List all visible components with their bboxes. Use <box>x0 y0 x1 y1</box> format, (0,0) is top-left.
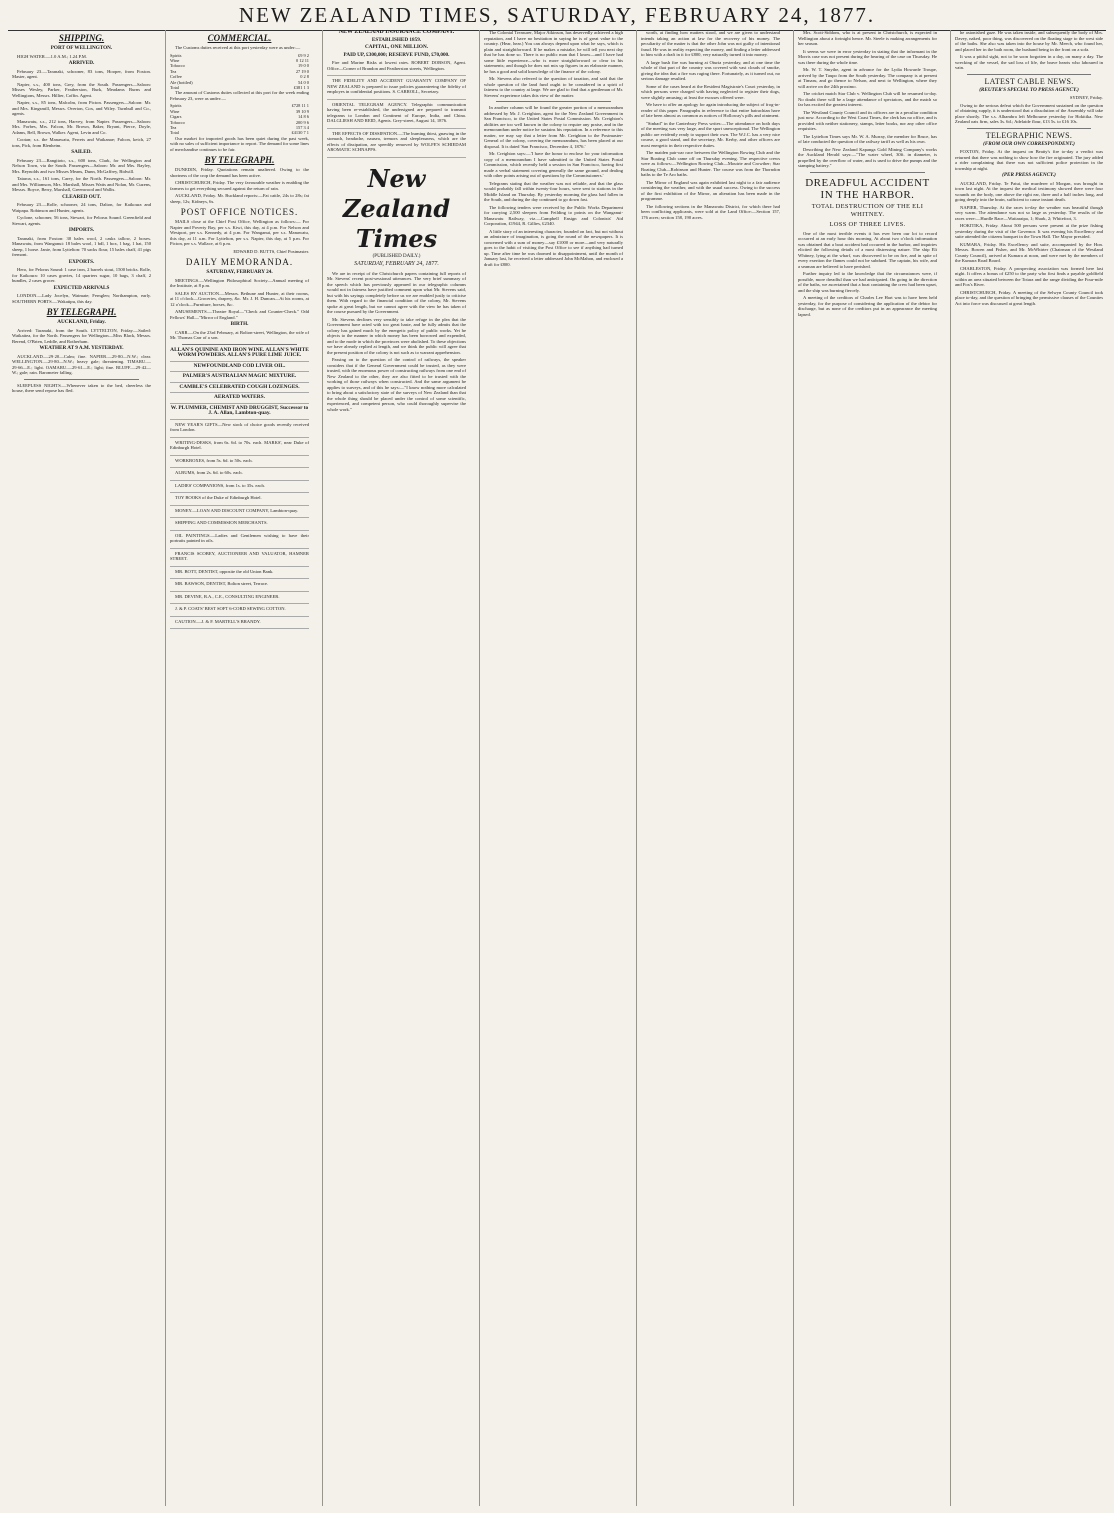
divider <box>182 344 297 345</box>
column-shipping <box>8 30 155 1506</box>
telegraph-heading: BY TELEGRAPH. <box>204 155 275 166</box>
advertisement <box>170 533 309 549</box>
accident-paragraph: he astonished gaze. He was taken inside, and subsequently the body of Mrs. Davey, naked, poor thing, was discovered on the floating stage to the west side of the baths. She also was taken into the house by Mr. Meech, who found her, and placed her in the bath room, the husband being in the front on a sofa. <box>955 30 1103 52</box>
news-paragraph: The cricket match Star Club v. Wellington Club will be resumed to-day. No doubt there will be a large attendance of spectators, and the match so far has excited the greatest interest. <box>798 91 937 107</box>
news-paragraph: Describing the New Zealand Kapanga Gold Mining Company's works the Auckland Herald says:—"The water wheel, 30ft. in diameter, is propelled by the overflow of water, and is used to drive the pumps and the stamping battery." <box>798 146 937 168</box>
postmaster-signature: EDWARD D. BUTTS, Chief Postmaster. <box>233 248 309 254</box>
news-paragraph: A large bush fire was burning at Oturia yesterday, and at one time the whole of that part of the country was covered with vast clouds of smoke, giving the idea that a fire was raging there. Fortunately, as it turned out, no serious damage resulted. <box>641 59 780 81</box>
ad-text: WRITING-DESKS, from 6s. 6d. to 70s. each. MARKS', near Duke of Edinburgh Hotel. <box>170 439 309 451</box>
advertisement <box>170 508 309 519</box>
table-cell: 14 8 6 <box>298 114 309 120</box>
table-cell: 39 10 9 <box>295 108 309 114</box>
article-paragraph: The following tenders were received by the Public Works Department for carrying 2,500 sleepers from Feilding to points on the Wanganui-Manawatu Railway, viz.—Campbell Ensign and Colonists' Aid Corporation, £1944, R. Gillies, £2340. <box>484 204 623 226</box>
news-paragraph: We have to offer an apology for again introducing the subject of frog-in-reader of this paper. Paragraphs in reference to that entire batrachian have of late been almost as common as notices of Holloway's pills and ointment. <box>641 102 780 118</box>
expected-heading: EXPECTED ARRIVALS <box>53 284 110 291</box>
weekly-intro: The amount of Customs duties collected at this port for the week ending February 23, were as under:— <box>170 90 309 101</box>
ad-text: MR. BOTT, DENTIST, opposite the old Union Bank. <box>175 568 274 574</box>
table-cell: £381 1 3 <box>293 84 309 90</box>
schnapps-ad <box>327 131 466 158</box>
table-cell: Tea <box>170 124 177 130</box>
imports-text: Taranaki, from Foxton: 30 bales wool, 2 casks tallow, 2 boxes. Manawatu, from Wanganui: 18 bales wool, 1 bdl, 1 box, 1 bag, 1 hat, 150 sheep, 1 horse. Janie, from Lyttelton: 70 sacks flour, 15 bales chaff, 41 pigs fremont. <box>12 235 151 257</box>
closing-ad: SLEEPLESS NIGHTS.—Whenever taken to the bed, cheerless the house, there send repose has fled. <box>12 382 151 393</box>
advertisement <box>170 458 309 469</box>
table-cell: Coffee <box>170 74 182 80</box>
table-cell: Wine <box>170 108 180 114</box>
arrival-entry: Manawatu, s.s., 212 tons, Harvey, from Napier. Passengers—Saloon: Mrs. Forbes, Mrs. Falcon, Mr. Brown, Baker, Bryant, Pierce, Doyle, Adams, Bell, Brown, Walker. Agent, Levin and Co. <box>12 118 151 135</box>
divider <box>967 74 1091 75</box>
column-telegraphic <box>950 30 1107 1506</box>
telegraph-paragraph: CHARLESTON, Friday. A prospecting association was formed here last night. It offers a bonus of £250 to the party who first finds a payable goldfield within an area situated between the Totara and the range dividing the Four-mile and Fox's River. <box>955 265 1103 287</box>
ad-text: TOY BOOKS of the Duke of Edinburgh Hotel. <box>175 495 262 501</box>
divider <box>496 101 611 102</box>
amusements-text: AMUSEMENTS.—Theatre Royal—"Check and Counter-Check." Odd Fellows' Hall—"Mirror of England." <box>170 309 309 320</box>
cable-news-subheading: (REUTER'S SPECIAL TO PRESS AGENCY.) <box>979 86 1079 93</box>
telegraph-paragraph: KUMARA, Friday. His Excellency and suite, accompanied by the Hon. Messrs. Bowen and Fisher, and Mr. McWhirter (Chairman of the Westland County Council), arrived at Kumara at noon, and were met by the members of the Kumara Road Board. <box>955 241 1103 263</box>
insurance-title: NEW ZEALAND INSURANCE COMPANY. <box>338 30 455 35</box>
leader-date: SATURDAY, FEBRUARY 24, 1877. <box>354 261 439 267</box>
telegram-agency-ad <box>327 102 466 129</box>
masthead <box>0 0 1114 30</box>
accident-paragraph: It was a pitiful sight, not to be soon forgotten in a day, on many a day. The wrecking of the vessel, the sad loss of life, the brave hearts who laboured in vain. <box>955 54 1103 70</box>
advertisement <box>170 422 309 438</box>
ad-text: W. PLUMMER, CHEMIST AND DRUGGIST, Successor to J. A. Allan, Lambton-quay. <box>170 404 309 417</box>
shipping-heading: SHIPPING. <box>58 33 105 43</box>
meetings-text: MEETINGS.—Wellington Philosophical Society—Annual meeting of the Institute, at 8 p.m. <box>170 277 309 289</box>
table-cell: 0 12 11 <box>295 57 309 63</box>
table-cell: £9 9 2 <box>298 52 309 58</box>
page <box>8 30 1106 1506</box>
telegraph-city: AUCKLAND, Friday. <box>57 319 106 325</box>
insurance-capital: CAPITAL, ONE MILLION. <box>364 44 429 50</box>
ad-text: AERATED WATERS. <box>214 394 265 401</box>
column-commercial <box>165 30 313 1506</box>
table-cell: 27 19 0 <box>295 68 309 74</box>
news-paragraph: The following sections in the Manawatu District, for which there had been conflicting applicants, were sold at the Land Office:—Section 157, 176 acres; section 158, 190 acres. <box>641 203 780 220</box>
sales-text: SALES BY AUCTION.—Messrs. Bethune and Hunter, at their rooms, at 11 o'clock—Groceries, drapery, &c. Mr. J. H. Duncan—At his rooms, at 12 o'clock—Furniture, horses, &c. <box>170 290 309 307</box>
advertisement <box>170 594 309 605</box>
accident-subheadline: TOTAL DESTRUCTION OF THE ELI WHITNEY. <box>811 202 924 218</box>
table-cell: Ale (bottled) <box>170 79 193 85</box>
post-office-text: MAILS close at the Chief Post Office, Wellington as follows:— For Napier and Poverty Bay, per s.s. Kiwi, this day, at 4 p.m. For Nelson and Westport, per s.s. Kennedy, at 4 p.m. For Wanganui, per s.s. Manawatu, this day, at 11 a.m. For Lyttelton, per s.s. Napier, this day, at 5 p.m. For Picton, per s.s. Wallace, at 6 p.m. <box>170 219 309 247</box>
column-leader <box>322 30 470 1506</box>
article-paragraph: Mr. Stevens also referred to the question of taxation, and said that the whole question of the land fund ought to be considered in a spirit of fairness to the country at large. We are glad to find that a gentleman of Mr. Stevens' experience takes this view of the matter. <box>484 76 623 98</box>
ad-text: LADIES' COMPANIONS, from 1s. to 35s. each. <box>175 482 265 488</box>
auckland-market: AUCKLAND, Friday. Mr. Buckland reports:—Fat cattle, 24s to 28s; fat sheep, 12s; Kidneys, 6s. <box>170 193 309 204</box>
memoranda-date: SATURDAY, FEBRUARY 24. <box>206 269 273 276</box>
advertisement <box>170 440 309 456</box>
divider <box>24 379 139 380</box>
news-paragraph: Some of the cases heard at the Resident Magistrate's Court yesterday, in which persons were charged with having neglected to register their dogs, were slightly amusing; at least the excuses offered were. <box>641 83 780 100</box>
ad-text: MR. BAWSON, DENTIST, Bolton street, Terrace. <box>175 581 269 587</box>
divider <box>810 172 925 173</box>
birth-notice: CARR.—On the 23rd February, at Bolton-street, Wellington, the wife of Mr. Thomas Carr of a son. <box>170 329 309 341</box>
weather-text: AUCKLAND.—29·20—Calm; fine. NAPIER.—29·80—N.W.; clear. WELLINGTON.—29·80—N.W.; heavy gale; threatening. TIMARU.—29·66—E.; light. OAMARU.—29·61—E.; light; fine. BLUFF.—29·42—W.; gale; rain. Barometer falling. <box>12 353 151 375</box>
table-cell: £728 11 1 <box>291 103 309 109</box>
imports-heading: IMPORTS. <box>68 227 95 233</box>
ad-text: CAMBLE'S CELEBRATED COUGH LOZENGES. <box>179 383 300 390</box>
sailed-entry: Taiaroa, s.s., 161 tons, Carey, for the North. Passengers—Saloon: Mr. and Mrs. Williamson, Mrs. Marshall, Misses Watts and Nolan, Mr. Cuzens, Messrs. Boyce, Berry, Marshall, Greenwood and Wallis. <box>12 176 151 192</box>
ad-text: SHIPPING AND COMMISSION MERCHANTS. <box>175 520 268 526</box>
news-paragraph: Mr. W. T. Smythe, agent in advance for the Lydia Howarde Troupe, arrived by the Taupo from the South yesterday. The company is at present at Timaru, and go thence to Nelson, and next to Wellington, where they will arrive on the 24th proximo. <box>798 67 937 89</box>
port-heading: PORT OF WELLINGTON. <box>50 45 113 51</box>
table-cell: Spirits <box>170 103 182 109</box>
table-cell: 19 0 0 <box>298 63 309 69</box>
insurance-established: ESTABLISHED 1859. <box>371 36 422 43</box>
ad-text: THE FIDELITY AND ACCIDENT GUARANTY COMPANY OF NEW ZEALAND is prepared to issue policies guaranteeing the fidelity of employes in confidential positions. S. CARROLL, Secretary. <box>327 78 466 94</box>
memoranda-heading: DAILY MEMORANDA. <box>185 257 294 268</box>
table-cell: Spirits <box>170 52 182 58</box>
telegraph-paragraph: HOKITIKA, Friday. About 500 persons were present at the prize fishing yesterday during the visit of the Governor. It was evening his Excellency and suite attended the citizens banquet in the Town Hall. The Mayor presided. <box>955 223 1103 239</box>
advertisement <box>170 619 309 630</box>
table-cell: 157 3 4 <box>295 124 309 130</box>
telegraph-paragraph: CHRISTCHURCH, Friday. A meeting of the Selwyn County Council took place to-day, and the question of bringing the permissive clauses of the Counties Act into force was discussed at great length. <box>955 289 1103 306</box>
ad-text: NEW YEAR'S GIFTS—New stock of choice goods recently received from London. <box>170 421 309 433</box>
table-cell: Tobacco <box>170 63 185 69</box>
sailed-entry: February 23.—Rangitoto, s.s., 600 tons, Clark, for Wellington and Nelson Town, via the South. Passengers—Saloon: Mr. and Mrs. Bayley, Mrs. Reynolds and two Misses Means, Dunn, McGaffrey, Bidwill. <box>12 157 151 174</box>
arrival-entry: Napier, s.s., 400 tons, Grey, from the South. Passengers—Saloon: Misses Wesley, Parker, Featherston, Burk, Meadams Burns and Wellingtons, Messrs. Hillier, Coffin. Agent. <box>12 81 151 98</box>
advertisement <box>170 606 309 617</box>
ad-text: ORIENTAL TELEGRAM AGENCY. Telegraphic communication having been re-established, the undersigned are prepared to transmit telegrams to London and Continent of Europe, India, and China. DALGLIESH AND REID, Agents. Grey-street, August 14, 1876. <box>327 101 466 123</box>
advertisement <box>170 470 309 481</box>
arrival-entry: Cootan; s.s. the Manawatu, Ferrets and Waikanae; Falcon, ketch, 27 tons, Pick, from Blenheim. <box>12 137 151 148</box>
birth-heading: BIRTH. <box>230 321 249 328</box>
table-cell: Wine <box>170 57 180 63</box>
accident-loss-headline: LOSS OF THREE LIVES. <box>829 220 906 228</box>
telegraphic-heading: TELEGRAPHIC NEWS. <box>985 130 1073 140</box>
commercial-heading: COMMERCIAL. <box>207 33 272 43</box>
article-paragraph: A little story of an interesting character, founded on fact, but not without an admixture of imagination, is going the round of the newspapers. It is concerned with a sum of money—say £1000 or more—and very naturally goes to the habit of visiting the Post Office to see if anything had turned up. Time after time he was doomed to disappointment, until the month of January last, he received a letter addressed John McMahon, and enclosed a draft for £800. <box>484 228 623 267</box>
accident-paragraph: Further inquiry led to the knowledge that the circumstances were, if possible, more dreadful than we had anticipated. On going in the direction of the baths, we ascertained that a boat containing the crew had been upset, and the ship was burning fiercely. <box>798 271 937 293</box>
advertisement <box>170 374 309 383</box>
paper-nameplate: New Zealand Times <box>342 163 451 253</box>
telegraph-text: Arrived: Taranaki, from the South. LYTTELTON, Friday.—Sailed: Waikaitea, for the North. Passengers for Wellington—Miss Black, Messrs. Berend, O'Brien, Leddle, and Rotherham. <box>12 327 151 344</box>
christchurch-market: CHRISTCHURCH, Friday. The very favourable weather is enabling the farmers to get everything secured against the return of rain. <box>170 180 309 191</box>
ad-text: MR. DEVINE, B.A., C.E., CONSULTING ENGINEER. <box>175 593 280 599</box>
advertisement <box>170 520 309 531</box>
ad-text: FRANCIS SCOBEY, AUCTIONEER AND VALUATOR, HAMNER STREET. <box>170 550 309 562</box>
newspaper-title: NEW ZEALAND TIMES, SATURDAY, FEBRUARY 24, 1877. <box>238 3 876 27</box>
column-local-news <box>636 30 784 1506</box>
exports-heading: EXPORTS. <box>68 258 95 265</box>
article-paragraph: In another column will be found the greater portion of a memorandum addressed by Mr. J. Creighton, agent for the New Zealand Government in San Francisco, to the United States Postal Commission. Mr. Creighton's abilities are too well known in the colony to require any praise, and in the memorandum under notice he sustains his reputation. In a reference to this matter, we may say that a letter from Mr. Creighton to the Postmaster-General of the colony, covering the memorandum, has been placed at our disposal. It is dated 'San Francisco, December 4, 1876.' <box>484 105 623 149</box>
telegraphic-subheading: (FROM OUR OWN CORRESPONDENT.) <box>983 140 1075 147</box>
accident-paragraph: One of the most terrible events it has ever been our lot to record occurred at an early hour this morning. At about two o'clock information was obtained that a boat accident had occurred in the harbor, and inquiries elicited the following details of a most distressing nature. The ship Eli Whitney, lying at the wharf, was discovered to be on fire, and in spite of every exertion the flames could not be subdued. The captain, his wife, and a seaman are believed to have perished. <box>798 230 937 269</box>
weather-heading: WEATHER AT 9 A.M. YESTERDAY. <box>39 345 124 351</box>
arrived-heading: ARRIVED. <box>68 60 95 66</box>
news-paragraph: The Lyttelton Times says Mr. W. A. Murray, the member for Bruce, has of late conducted the question of the railway tariff as well as his own. <box>798 133 937 144</box>
ad-text: J. & P. COATS' BEST SOFT 6-CORD SEWING COTTON. <box>175 606 286 612</box>
insurance-ad <box>327 30 466 76</box>
news-paragraph: Mrs. Scott-Siddons, who is at present in Christchurch, is expected in Wellington about a fortnight hence. Mr. Steele is making arrangements for her season. <box>798 30 937 46</box>
article-paragraph: The Colonial Treasurer, Major Atkinson, has deservedly achieved a high reputation, and I have no hesitation in saying he is of great value to the country. (Hear, hear.) You can always depend upon what he says, which is plain and straightforward. If he makes a mistake, he will tell you next day that he has done so. There is no public man that I know—and I have had some little experience—who is more straightforward or clear in his statements; and though he does not mix up figures in an elaborate manner, he has a good and solid knowledge of the finance of the colony. <box>484 30 623 74</box>
dunedin-market: DUNEDIN, Friday. Quotations remain unaltered. Owing to the shortness of the crop the demand has been active. <box>170 167 309 178</box>
news-paragraph: The Westland County Council and its officers are in a peculiar condition just now. According to the West Coast Times, the clerk has no office, and is provided with neither stationery, stamps, letter books, nor any other office requisites. <box>798 109 937 131</box>
leader-paragraph: Passing on to the question of the control of railways, the speaker considers that if the General Government could be trusted, as they were trusted, with the enormous power of constructing railways from one end of New Zealand to the other, they are also fitted to be trusted with the working of those railways when constructed. And the same argument he applies to surveys, and of this he says:—"I know nothing more calculated to bring about a satisfactory state of the surveys of New Zealand than that the whole thing should be placed under the control of some scientific, experienced, and competent person, who could thoroughly supervise the whole work." <box>327 357 466 412</box>
telegraph-paragraph: NAPIER, Thursday. At the races to-day the weather was beautiful though very warm. The attendance was not so large as yesterday. The results of the races were:—Hurdle Race—Waitaraipa, 1; Shark, 2; Whitefoot, 3. <box>955 204 1103 221</box>
cleared-heading: CLEARED OUT. <box>62 193 101 200</box>
accident-headline: DREADFUL ACCIDENT IN THE HARBOR. <box>805 176 930 201</box>
arrival-entry: February 23.—Taranaki, schooner, 83 tons, Hooper, from Foxton. Master, agent. <box>12 68 151 79</box>
news-paragraph: The Mirror of England was again exhibited last night to a fair audience considering the weather, and with the usual success. Owing to the success of the first exhibition of the Mirror, an alteration has been made in the programme. <box>641 179 780 201</box>
ad-text: WORKBOXES, from 5s. 6d. to 50s. each. <box>175 457 253 463</box>
table-cell: Total <box>170 130 179 136</box>
ad-text: OIL PAINTINGS.—Ladies and Gentlemen wishing to have their portraits painted in oils. <box>170 532 309 544</box>
news-paragraph: worth, at finding how matters stood, and we are given to understand intends taking an action at law for the recovery of his money. The peculiarity of the matter is that the other John was not guilty of intentional fraud. He was in reality expecting the money, and finding a letter addressed to him with a draft in it for £800, very naturally turned it into money. <box>641 30 780 57</box>
expected-text: LONDON.—Lady Jocelyn, Waimate; Fernglen; Northampton, early. SOUTHERN PORTS.—Wakatipu, this day. <box>12 293 151 304</box>
advertisement <box>170 495 309 506</box>
insurance-paid-up: PAID UP, £300,000; RESERVE FUND, £70,000. <box>343 51 450 58</box>
telegraph-paragraph: FOXTON, Friday. At the inquest on Beatty's fire to-day a verdict was returned that there was nothing to show how the fire originated. The jury added a rider complaining that there was not sufficient police protection in the township at night. <box>955 149 1103 171</box>
leader-paragraph: We are in receipt of the Christchurch papers containing full reports of Mr. Stevens' recent post-sessional utterances. The very brief summary of the speech which has previously appeared in our telegraphic columns would not in fairness have justified comment upon what Mr. Stevens said, but with his sayings completely before us we are enabled justly to criticise them. With regard to the financial condition of the colony, Mr. Stevens spoke at great length, but we cannot agree with the view he has taken of the course pursued by the Government. <box>327 270 466 314</box>
ad-text: ALLAN'S QUININE AND IRON WINE. ALLAN'S WHITE WORM POWDERS. ALLAN'S PURE LIME JUICE. <box>170 346 309 359</box>
advertisement <box>170 395 309 404</box>
advertisement <box>170 483 309 494</box>
telegraph-heading: BY TELEGRAPH. <box>46 307 117 317</box>
customs-table <box>170 53 309 91</box>
advertisement <box>170 581 309 592</box>
divider <box>967 128 1091 129</box>
ad-text: MONEY.—LOAN AND DISCOUNT COMPANY, Lambton-quay. <box>175 507 299 513</box>
article-paragraph: Telegrams stating that the weather was not reliable, and that the glass would probably fall within twenty-four hours, were sent to stations in the Middle Island on Thursday. By yesterday morning the glass had fallen in the South, and during the day continued to go down fast. <box>484 180 623 202</box>
ad-text: THE EFFECTS OF DISSIPATION.—The burning thirst, gnawing in the stomach, headache, nausea, tremors and sleeplessness, which are the effects of dissipation, are speedily removed by WOLFE'S SCHIEDAM AROMATIC SCHNAPPS. <box>327 130 466 152</box>
leader-paragraph: Mr. Stevens declines very sensibly to take refuge in the plea that the Government have acted with too great haste, and he fully admits that the colony has gained much by the energetic policy of public works. Yet he objects to the manner in which money has been borrowed and expended, and to the mode in which the provinces were abolished. To these objections we have already replied at length, and we think the public will agree that the present position of the colony is not such as to warrant apprehension. <box>327 316 466 355</box>
cleared-entry: February 23.—Rolle, schooner, 24 tons, Dalton, for Kaikoura and Waipapa. Robinson and Hunter, agents. <box>12 202 151 213</box>
advertisement <box>170 551 309 567</box>
news-paragraph: The maiden pair-oar race between the Wellington Rowing Club and the Star Boating Club came off on Thursday evening. The respective crews were as follows:—Wellington Rowing Club—Moutrie and Crowther; Star Boating Club—Robinson and Hunter. The course was from the Thorndon baths to the Te Aro baths. <box>641 150 780 177</box>
table-cell: Cigars <box>170 114 182 120</box>
advertisement <box>170 569 309 580</box>
cable-news-heading: LATEST CABLE NEWS. <box>984 76 1074 86</box>
ad-text: CAUTION.—J. & F. MARTELL'S BRANDY. <box>175 618 261 624</box>
cleared-entry: Cyclone, schooner, 56 tons, Stewart, for Pelorus Sound. Greenfield and Stewart, agents. <box>12 215 151 226</box>
table-cell: Tobacco <box>170 119 185 125</box>
post-office-heading: POST OFFICE NOTICES. <box>180 207 299 218</box>
customs-intro: The Customs duties received at this port yesterday were as under:— <box>175 45 301 50</box>
table-cell: £4130 7 1 <box>291 130 309 136</box>
weekly-table <box>170 103 309 135</box>
cable-text: Owing to the serious defeat which the Government sustained on the question of obtaining supply, it is understood that a dissolution of the Assembly will take place shortly. The s.s. Alhambra left Melbourne yesterday for Hokitika. New Zealand oats firm, sales 3s. 6d.; Adelaide flour, £13 5s. to £16 10s. <box>955 102 1103 124</box>
table-cell: 200 9 6 <box>295 119 309 125</box>
news-paragraph: It seems we were in error yesterday in stating that the informant in the Morris case was not present during the hearing of the case on Thursday. He was there during the whole time. <box>798 48 937 65</box>
insurance-agent: Fire and Marine Risks at lowest rates. ROBERT DOBSON, Agent. Office—Corner of Brandon and Featherston streets, Wellington. <box>327 60 466 71</box>
published-daily: (PUBLISHED DAILY.) <box>372 253 421 259</box>
market-text: Our market for imported goods has been quiet during the past week, with no sales of sufficient importance to report. The demand for some lines of merchandise continues to be fair. <box>170 135 309 152</box>
table-cell: 0 2 8 <box>300 74 309 80</box>
high-water: HIGH WATER.—1.0 A.M.; 1.24 P.M. <box>17 53 87 59</box>
press-agency-note: (PER PRESS AGENCY.) <box>1002 172 1056 178</box>
advertisement <box>170 406 309 420</box>
article-paragraph: Mr. Creighton says:—'I have the honor to enclose for your information copy of a memorandum I have submitted to the United States Postal Commission, which recently held a session in San Francisco, having first made a verbal statement covering generally the same ground, and dealing with other points arising out of questions by the Commissioners.' <box>484 151 623 178</box>
news-paragraph: "Sinbad" in the Canterbury Press writes:—The attendance on both days of the meeting was very large, and the sport unexceptional. The Wellington public are evidently ready to support their own. The W.J.C. has a very nice course, a good stand, and the secretary, Mr. Kerby, and other officers are most energetic in their respective duties. <box>641 120 780 148</box>
ad-text: PALMER'S AUSTRALIAN MAGIC MIXTURE. <box>182 373 297 380</box>
fidelity-ad <box>327 78 466 100</box>
ad-text: ALBUMS, from 2s. 6d. to 60s. each. <box>175 470 243 476</box>
exports-text: Hero, for Pelorus Sound: 1 case iron, 2 barrels stout, 1500 bricks. Rolle, for Kaikoura: 10 cases gravies, 14 quarters sugar, 10 bags, 3 chaff, 2 bundles, 2 cases grocer. <box>12 267 151 283</box>
advertisement <box>170 385 309 394</box>
cable-city: SYDNEY, Friday. <box>1069 95 1103 100</box>
table-cell: Tea <box>170 68 177 74</box>
telegraph-paragraph: AUCKLAND, Friday. Te Patui, the murderer of Morgan, was brought in town last night. At the inquest the medical testimony showed there were four wounds on the body, one above the right ear, three and a half inches long, and going deeply into the brain, sufficient to cause instant death. <box>955 180 1103 202</box>
advertisement <box>170 364 309 373</box>
advertisement <box>170 348 309 362</box>
news-paragraph: A meeting of the creditors of Charles Lee Hart was to have been held yesterday, for the purpose of considering the application of the debtor for discharge, but as none of the creditors put in an appearance the meeting lapsed. <box>798 295 937 317</box>
sailed-heading: SAILED. <box>71 149 92 155</box>
column-accident <box>793 30 941 1506</box>
column-leader-continued <box>479 30 627 1506</box>
arrival-entry: Napier, s.s., 85 tons, Malcolm, from Picton. Passengers—Saloon: Mr. and Mrs. Kingsmill, Messrs. Overton, Cox, and Wiley. Turnbull and Co., agents. <box>12 100 151 116</box>
table-cell: Total <box>170 84 179 90</box>
table-cell: 54 0 0 <box>298 79 309 85</box>
ad-text: NEWFOUNDLAND COD LIVER OIL. <box>193 362 286 369</box>
